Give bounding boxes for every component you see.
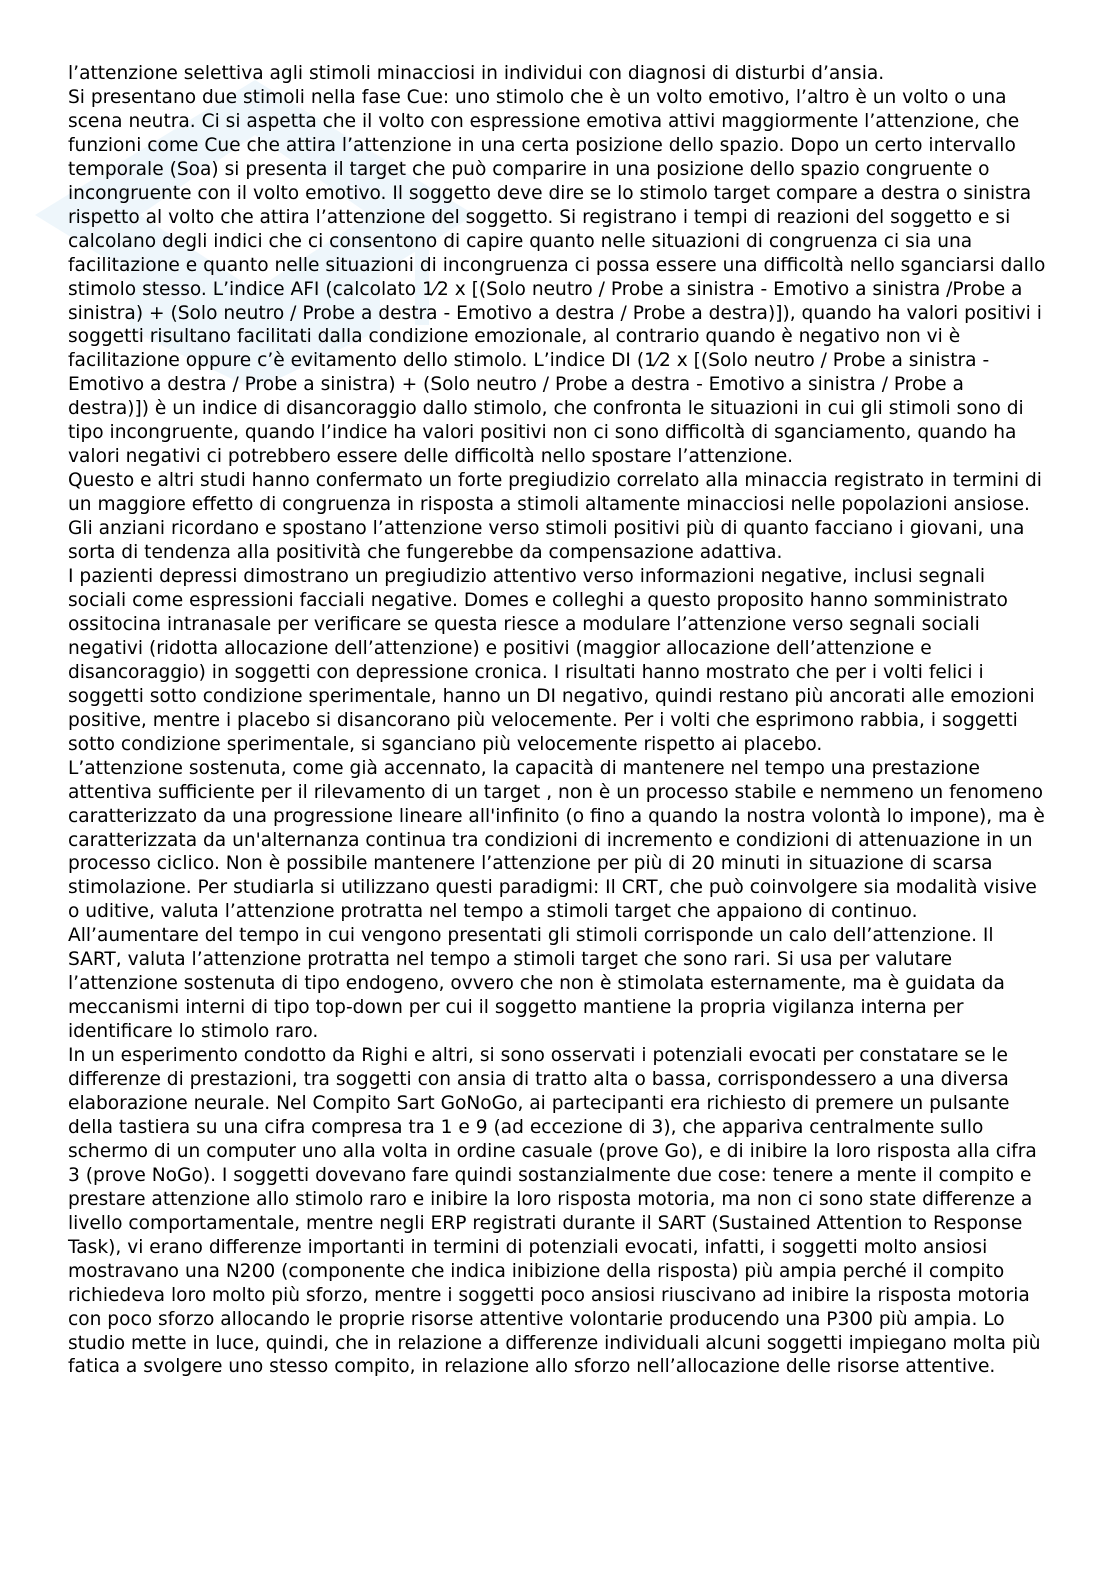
paragraph-3: Questo e altri studi hanno confermato un forte pregiudizio correlato alla minaccia registrato in termini di un maggiore effetto di congruenza in risposta a stimoli altamente minacciosi nelle popolazioni ansiose. Gli anziani ricordano e spostano l’attenzione verso stimoli positivi più di quanto facciano i giovani, una sorta di tendenza alla positività che fungerebbe da compensazione adattiva.	[68, 470, 1042, 564]
paragraph-4: I pazienti depressi dimostrano un pregiudizio attentivo verso informazioni negative, inclusi segnali sociali come espressioni facciali negative. Domes e colleghi a questo proposito hanno somministrato ossitocina intranasale per verificare se questa riesce a modulare l’attenzione verso segnali sociali negativi (ridotta allocazione dell’attenzione) e positivi (maggior allocazione dell’attenzione e disancoraggio) in soggetti con depressione cronica. I risultati hanno mostrato che per i volti felici i soggetti sotto condizione sperimentale, hanno un DI negativo, quindi restano più ancorati alle emozioni positive, mentre i placebo si disancorano più velocemente. Per i volti che esprimono rabbia, i soggetti sotto condizione sperimentale, si sganciano più velocemente rispetto ai placebo.	[68, 566, 1035, 755]
document-body	[68, 62, 1048, 1379]
paragraph-6: In un esperimento condotto da Righi e altri, si sono osservati i potenziali evocati per constatare se le differenze di prestazioni, tra soggetti con ansia di tratto alta o bassa, corrispondessero a una diversa elaborazione neurale. Nel Compito Sart GoNoGo, ai partecipanti era richiesto di premere un pulsante della tastiera su una cifra compresa tra 1 e 9 (ad eccezione di 3), che appariva centralmente sullo schermo di un computer uno alla volta in ordine casuale (prove Go), e di inibire la loro risposta alla cifra 3 (prove NoGo). I soggetti dovevano fare quindi sostanzialmente due cose: tenere a mente il compito e prestare attenzione allo stimolo raro e inibire la loro risposta motoria, ma non ci sono state differenze a livello comportamentale, mentre negli ERP registrati durante il SART (Sustained Attention to Response Task), vi erano differenze importanti in termini di potenziali evocati, infatti, i soggetti molto ansiosi mostravano una N200 (componente che indica inibizione della risposta) più ampia perché il compito richiedeva loro molto più sforzo, mentre i soggetti poco ansiosi riuscivano ad inibire la risposta motoria con poco sforzo allocando le proprie risorse attentive volontarie producendo una P300 più ampia. Lo studio mette in luce, quindi, che in relazione a differenze individuali alcuni soggetti impiegano molta più fatica a svolgere uno stesso compito, in relazione allo sforzo nell’allocazione delle risorse attentive.	[68, 1045, 1041, 1378]
paragraph-5: L’attenzione sostenuta, come già accennato, la capacità di mantenere nel tempo una prestazione attentiva sufficiente per il rilevamento di un target , non è un processo stabile e nemmeno un fenomeno caratterizzato da una progressione lineare all'infinito (o fino a quando la nostra volontà lo impone), ma è caratterizzata da un'alternanza continua tra condizioni di incremento e condizioni di attenuazione in un processo ciclico. Non è possibile mantenere l’attenzione per più di 20 minuti in situazione di scarsa stimolazione. Per studiarla si utilizzano questi paradigmi: Il CRT, che può coinvolgere sia modalità visive o uditive, valuta l’attenzione protratta nel tempo a stimoli target che appaiono di continuo. All’aumentare del tempo in cui vengono presentati gli stimoli corrisponde un calo dell’attenzione. Il SART, valuta l’attenzione protratta nel tempo a stimoli target che sono rari. Si usa per valutare l’attenzione sostenuta di tipo endogeno, ovvero che non è stimolata esternamente, ma è guidata da meccanismi interni di tipo top-down per cui il soggetto mantiene la propria vigilanza interna per identificare lo stimolo raro.	[68, 757, 1045, 1043]
paragraph-1: l’attenzione selettiva agli stimoli minacciosi in individui con diagnosi di disturbi d’ansia.	[68, 63, 885, 84]
paragraph-2: Si presentano due stimoli nella fase Cue: uno stimolo che è un volto emotivo, l’altro è un volto o una scena neutra. Ci si aspetta che il volto con espressione emotiva attivi maggiormente l’attenzione, che funzioni come Cue che attira l’attenzione in una certa posizione dello spazio. Dopo un certo intervallo temporale (Soa) si presenta il target che può comparire in una posizione dello spazio congruente o incongruente con il volto emotivo. Il soggetto deve dire se lo stimolo target compare a destra o sinistra rispetto al volto che attira l’attenzione del soggetto. Si registrano i tempi di reazioni del soggetto e si calcolano degli indici che ci consentono di capire quanto nelle situazioni di congruenza ci sia una facilitazione e quanto nelle situazioni di incongruenza ci possa essere una difficoltà nello sganciarsi dallo stimolo stesso. L’indice AFI (calcolato 1⁄2 x [(Solo neutro / Probe a sinistra - Emotivo a sinistra /Probe a sinistra) + (Solo neutro / Probe a destra - Emotivo a destra / Probe a destra)]), quando ha valori positivi i soggetti risultano facilitati dalla condizione emozionale, al contrario quando è negativo non vi è facilitazione oppure c’è evitamento dello stimolo. L’indice DI (1⁄2 x [(Solo neutro / Probe a sinistra - Emotivo a destra / Probe a sinistra) + (Solo neutro / Probe a destra - Emotivo a sinistra / Probe a destra)]) è un indice di disancoraggio dallo stimolo, che confronta le situazioni in cui gli stimoli sono di tipo incongruente, quando l’indice ha valori positivi non ci sono difficoltà di sganciamento, quando ha valori negativi ci potrebbero essere delle difficoltà nello spostare l’attenzione.	[68, 86, 1046, 468]
